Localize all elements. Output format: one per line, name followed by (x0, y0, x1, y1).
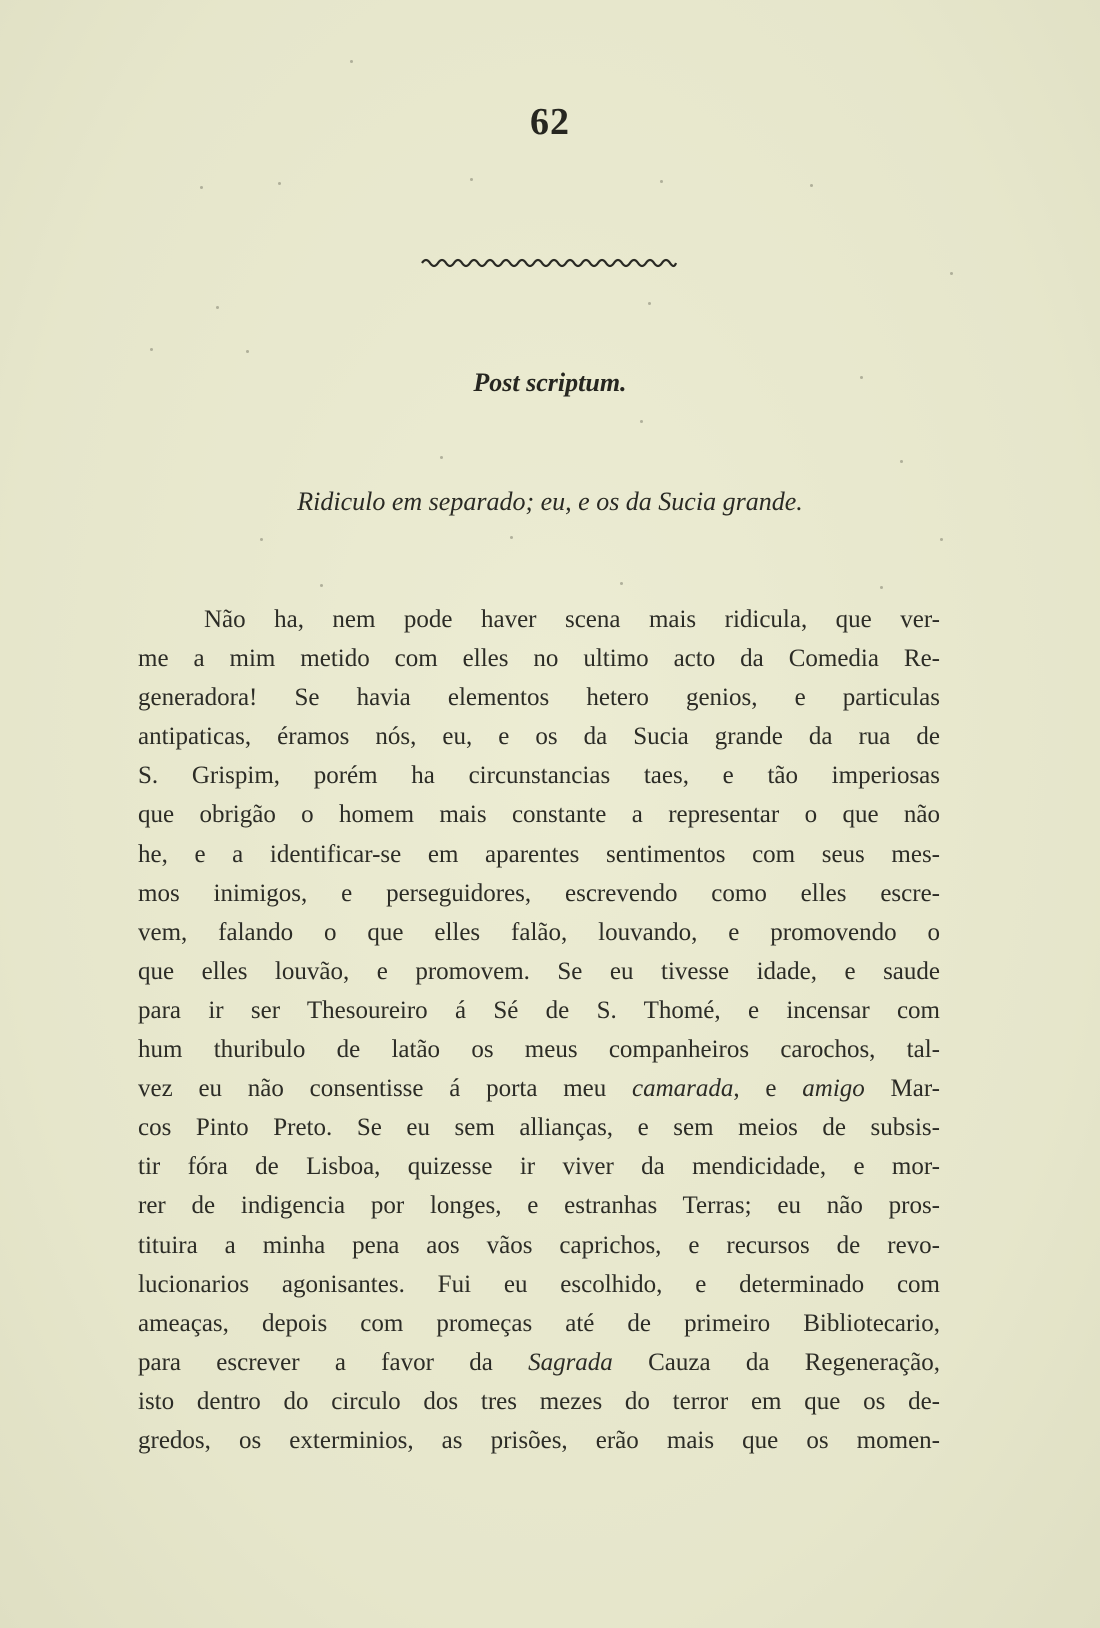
paper-speck (260, 538, 263, 541)
text-line: que elles louvão, e promovem. Se eu tivesse idade, e saude (138, 957, 940, 985)
text-line: S. Grispim, porém ha circunstancias taes, e tão imperiosas (138, 762, 940, 790)
text-line: cos Pinto Preto. Se eu sem allianças, e sem meios de subsis- (138, 1114, 940, 1142)
page-number: 62 (530, 101, 570, 143)
italic-word: amigo (802, 1075, 865, 1103)
body-paragraph (138, 600, 940, 1460)
paper-speck (440, 456, 443, 459)
text-line: mos inimigos, e perseguidores, escrevendo como elles escre- (138, 879, 940, 907)
text-line: vem, falando o que elles falão, louvando, e promovendo o (138, 918, 940, 946)
text-line: para ir ser Thesoureiro á Sé de S. Thomé, e incensar com (138, 996, 940, 1024)
text-line: Não ha, nem pode haver scena mais ridicula, que ver- (204, 606, 940, 633)
paper-speck (278, 182, 281, 185)
paper-speck (320, 584, 323, 587)
text-line: hum thuribulo de latão os meus companheiros carochos, tal- (138, 1036, 940, 1064)
paper-speck (900, 460, 903, 463)
paper-speck (940, 538, 943, 541)
text-line: he, e a identificar-se em aparentes sentimentos com seus mes- (138, 840, 940, 868)
text-line: rer de indigencia por longes, e estranhas Terras; eu não pros- (138, 1192, 940, 1220)
text-line: ameaças, depois com promeças até de primeiro Bibliotecario, (138, 1309, 940, 1337)
section-title: Post scriptum. (473, 368, 627, 397)
decorative-divider (420, 256, 678, 270)
paper-speck (150, 348, 153, 351)
paper-speck (350, 60, 353, 63)
paper-speck (216, 306, 219, 309)
text-line: gredos, os exterminios, as prisões, erão mais que os momen- (138, 1426, 940, 1454)
paper-speck (470, 178, 473, 181)
italic-word: Sagrada (528, 1348, 613, 1376)
text-line: isto dentro do circulo dos tres mezes do terror em que os de- (138, 1387, 940, 1415)
paper-speck (200, 186, 203, 189)
text-line: me a mim metido com elles no ultimo acto da Comedia Re- (138, 645, 940, 673)
text-line: generadora! Se havia elementos hetero genios, e particulas (138, 684, 940, 712)
text-segment: , e (733, 1075, 777, 1103)
text-line (138, 1069, 940, 1108)
paper-speck (860, 376, 863, 379)
paper-speck (620, 582, 623, 585)
text-segment: Cauza da Regeneração, (648, 1348, 941, 1376)
paper-speck (648, 302, 651, 305)
text-segment: vez eu não consentisse á porta meu (138, 1075, 607, 1103)
text-segment: para escrever a favor da (138, 1348, 493, 1376)
paper-speck (640, 420, 643, 423)
text-line: lucionarios agonisantes. Fui eu escolhido, e determinado com (138, 1270, 940, 1298)
paper-speck (510, 536, 513, 539)
text-line: tituira a minha pena aos vãos caprichos, e recursos de revo- (138, 1231, 940, 1259)
text-segment: Mar- (890, 1075, 940, 1103)
paper-speck (246, 350, 249, 353)
text-line: tir fóra de Lisboa, quizesse ir viver da mendicidade, e mor- (138, 1153, 940, 1181)
paper-speck (810, 184, 813, 187)
text-line (138, 1343, 940, 1382)
text-line: antipaticas, éramos nós, eu, e os da Sucia grande da rua de (138, 723, 940, 751)
paper-speck (660, 180, 663, 183)
text-line: que obrigão o homem mais constante a representar o que não (138, 801, 940, 829)
italic-word: camarada (632, 1075, 734, 1103)
paper-speck (950, 272, 953, 275)
section-subtitle: Ridiculo em separado; eu, e os da Sucia grande. (297, 487, 803, 516)
paper-speck (880, 586, 883, 589)
